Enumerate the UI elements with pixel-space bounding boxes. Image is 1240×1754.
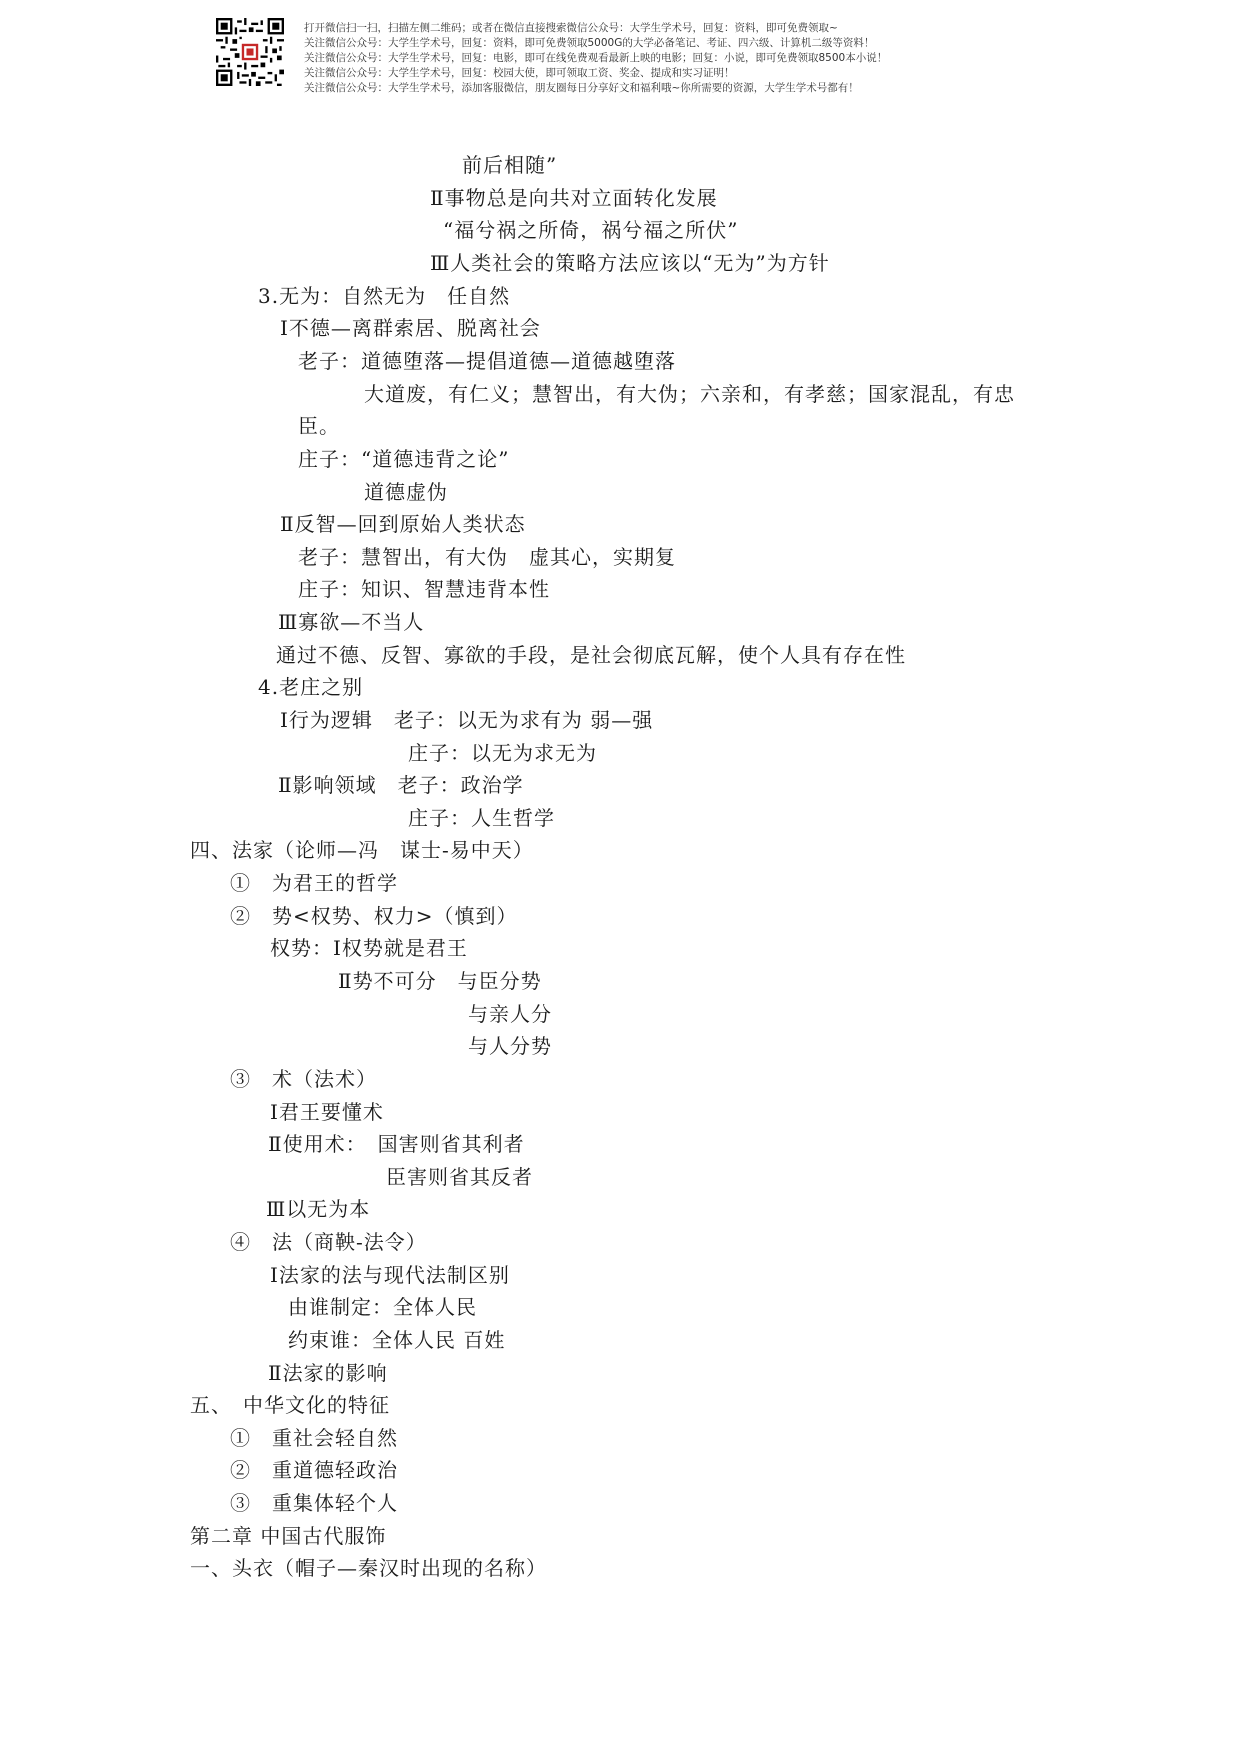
- text-line: 庄子：知识、智慧违背本性: [298, 577, 550, 601]
- text-line: 权势：Ⅰ权势就是君王: [270, 936, 468, 960]
- text-line: 约束谁：全体人民 百姓: [288, 1328, 506, 1352]
- text-line: 老子：道德堕落—提倡道德—道德越堕落: [298, 349, 676, 373]
- promo-line: 打开微信扫一扫，扫描左侧二维码；或者在微信直接搜索微信公众号：大学生学术号，回复：资料，即可免费领取~: [304, 22, 838, 34]
- text-line: Ⅰ行为逻辑 老子：以无为求有为 弱—强: [280, 708, 654, 732]
- text-line: Ⅰ法家的法与现代法制区别: [270, 1263, 510, 1287]
- text-line: Ⅰ君王要懂术: [270, 1100, 384, 1124]
- text-line: 前后相随”: [462, 153, 558, 177]
- text-line: Ⅱ事物总是向共对立面转化发展: [430, 186, 718, 210]
- promo-line: 关注微信公众号：大学生学术号，回复：校园大使，即可领取工资、奖金、提成和实习证明！: [304, 67, 735, 79]
- text-line: ④ 法（商鞅-法令）: [230, 1230, 427, 1254]
- text-line: ③ 重集体轻个人: [230, 1491, 398, 1515]
- text-line: 臣害则省其反者: [386, 1165, 533, 1189]
- chapter-section-heading: 五、 中华文化的特征: [190, 1393, 390, 1417]
- text-line: Ⅲ以无为本: [266, 1197, 371, 1221]
- text-line: 道德虚伪: [364, 480, 448, 504]
- text-line: 与亲人分: [468, 1002, 552, 1026]
- text-line: Ⅱ势不可分 与臣分势: [338, 969, 542, 993]
- text-line: Ⅲ人类社会的策略方法应该以“无为”为方针: [430, 251, 830, 275]
- text-line: Ⅲ寡欲—不当人: [278, 610, 425, 634]
- text-line: ② 重道德轻政治: [230, 1458, 398, 1482]
- text-line: ③ 术（法术）: [230, 1067, 377, 1091]
- text-line: 庄子：人生哲学: [408, 806, 555, 830]
- qr-code-image[interactable]: [216, 18, 284, 86]
- text-line: Ⅰ不德—离群索居、脱离社会: [280, 316, 541, 340]
- text-line: 大道废，有仁义；慧智出，有大伪；六亲和，有孝慈；国家混乱，有忠: [364, 382, 1015, 406]
- text-line: 庄子：“道德违背之论”: [298, 447, 510, 471]
- text-line: Ⅱ使用术： 国害则省其利者: [268, 1132, 525, 1156]
- text-line: 臣。: [298, 414, 340, 438]
- chapter-heading: 第二章 中国古代服饰: [190, 1524, 387, 1548]
- section-heading: 3.无为：自然无为 任自然: [258, 284, 511, 308]
- text-line: Ⅱ反智—回到原始人类状态: [280, 512, 526, 536]
- text-line: “福兮祸之所倚，祸兮福之所伏”: [443, 218, 739, 242]
- promo-line: 关注微信公众号：大学生学术号，回复：资料，即可免费领取5000G的大学必备笔记、考证、四六级、计算机二级等资料！: [304, 37, 875, 49]
- text-line: ① 为君王的哲学: [230, 871, 398, 895]
- text-line: Ⅱ影响领域 老子：政治学: [278, 773, 524, 797]
- text-line: 庄子：以无为求无为: [408, 741, 597, 765]
- text-line: 通过不德、反智、寡欲的手段，是社会彻底瓦解，使个人具有存在性: [276, 643, 906, 667]
- promo-line: 关注微信公众号：大学生学术号，添加客服微信，朋友圈每日分享好文和福利哦~你所需要的资源，大学生学术号都有！: [304, 82, 859, 94]
- text-line: Ⅱ法家的影响: [268, 1361, 388, 1385]
- section-heading: 4.老庄之别: [258, 675, 364, 699]
- text-line: 老子：慧智出，有大伪 虚其心，实期复: [298, 545, 676, 569]
- chapter-section-heading: 四、法家（论师—冯 谋士-易中天）: [190, 838, 534, 862]
- text-line: ① 重社会轻自然: [230, 1426, 398, 1450]
- promo-line: 关注微信公众号：大学生学术号，回复：电影，即可在线免费观看最新上映的电影；回复：小说，即可免费领取8500本小说！: [304, 52, 888, 64]
- text-line: 与人分势: [468, 1034, 552, 1058]
- chapter-section-heading: 一、头衣（帽子—秦汉时出现的名称）: [190, 1556, 547, 1580]
- promo-header: [216, 18, 976, 102]
- text-line: ② 势<权势、权力>（慎到）: [230, 904, 518, 928]
- text-line: 由谁制定：全体人民: [288, 1295, 477, 1319]
